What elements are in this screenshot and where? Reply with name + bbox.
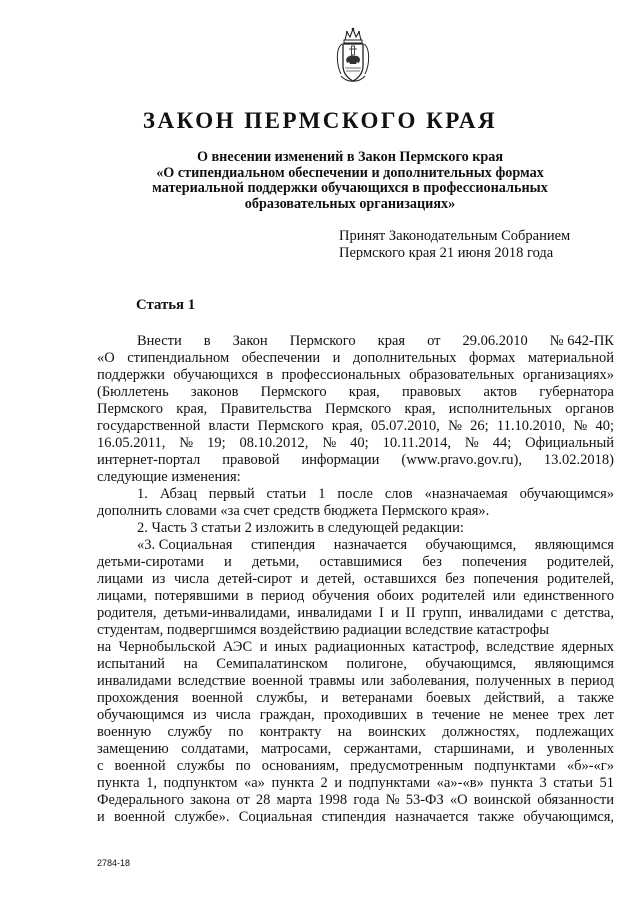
- text-line: [97, 486, 614, 503]
- text-fragment: законов: [190, 384, 239, 400]
- text-fragment: Пермского: [289, 333, 356, 349]
- text-fragment: попечения: [461, 554, 527, 570]
- text-line: [97, 418, 614, 435]
- text-fragment: военной: [191, 690, 243, 706]
- text-fragment: 13.02.2018): [543, 452, 614, 468]
- text-fragment: должностях,: [442, 724, 520, 740]
- text-fragment: стипендия: [250, 537, 316, 553]
- text-fragment: Семипалатинском: [216, 656, 328, 672]
- text-fragment: сержантами,: [343, 741, 422, 757]
- text-fragment: обучающимся,: [425, 656, 517, 672]
- text-fragment: государственной власти Пермского края, 05.07.2010, № 26; 11.10.2010, № 40;: [97, 418, 614, 434]
- subtitle-line: О внесении изменений в Закон Пермского края: [196, 149, 504, 165]
- text-fragment: (Бюллетень: [97, 384, 169, 400]
- text-line: [97, 350, 614, 367]
- text-line: [97, 775, 614, 792]
- text-line: [97, 792, 614, 809]
- text-line: [97, 588, 614, 605]
- law-title: ЗАКОН ПЕРМСКОГО КРАЯ: [142, 108, 498, 133]
- text-line: [97, 707, 614, 724]
- subtitle-line: образовательных организациях»: [244, 195, 456, 212]
- adoption-note: [339, 228, 570, 261]
- text-fragment: Федерального закона от 28 марта 1998 года № 53-ФЗ «О воинской обязанности: [97, 792, 614, 808]
- text-fragment: замещению: [97, 741, 169, 757]
- text-fragment: солдатами,: [181, 741, 249, 757]
- text-fragment: и военной службе». Социальная стипендия назначается также обучающимся,: [97, 809, 614, 825]
- text-fragment: на Чернобыльской АЭС и иных радиационных катастроф, вследствие ядерных: [97, 639, 614, 655]
- text-fragment: родителя, детьми-инвалидами, инвалидами I и II групп, инвалидами с детства,: [97, 605, 614, 621]
- text-fragment: Пермского: [260, 384, 327, 400]
- text-line: [97, 435, 614, 452]
- text-line: [97, 554, 614, 571]
- text-fragment: 2. Часть 3 статьи 2 изложить в следующей редакции:: [137, 520, 464, 536]
- text-fragment: поддержки обучающихся в профессиональных образовательных организациях»: [97, 367, 614, 383]
- text-fragment: детьми-сиротами: [97, 554, 204, 570]
- text-line: [97, 656, 614, 673]
- text-line: [97, 452, 614, 469]
- text-fragment: лицами из числа детей-сирот и детей, оставшихся без попечения родителей,: [97, 571, 614, 587]
- text-fragment: Внести: [137, 333, 182, 349]
- text-fragment: 29.06.2010: [462, 333, 528, 349]
- text-fragment: полигоне,: [346, 656, 407, 672]
- text-line: [97, 758, 614, 775]
- text-fragment: в: [203, 333, 211, 349]
- text-fragment: боевых: [425, 690, 472, 706]
- text-fragment: службы,: [256, 690, 308, 706]
- text-fragment: воинских: [368, 724, 427, 740]
- text-fragment: информации: [301, 452, 380, 468]
- text-fragment: от: [427, 333, 441, 349]
- text-fragment: контракту: [259, 724, 322, 740]
- text-fragment: а: [557, 690, 565, 706]
- text-fragment: студентам, подвергшимся воздействию радиации вследствие катастрофы: [97, 622, 550, 638]
- subtitle-line: материальной поддержки обучающихся в профессиональных: [152, 180, 548, 196]
- article-body: [97, 333, 614, 826]
- text-line: [97, 673, 614, 690]
- text-line: [97, 571, 614, 588]
- text-fragment: с военной службы по основаниям, предусмотренным подпунктами «б»-«г»: [97, 758, 614, 774]
- text-fragment: на: [337, 724, 352, 740]
- text-line: [97, 503, 614, 520]
- text-fragment: края,: [348, 384, 380, 400]
- text-line: [97, 639, 614, 656]
- text-fragment: правовых: [402, 384, 462, 400]
- adoption-line: Принят Законодательным Собранием: [339, 228, 571, 244]
- text-fragment: военную: [97, 724, 152, 740]
- text-fragment: являющимся: [534, 656, 614, 672]
- text-line: [97, 469, 614, 486]
- text-line: [97, 622, 614, 639]
- text-fragment: уволенных: [546, 741, 614, 757]
- text-fragment: 16.05.2011, № 19; 08.10.2012, № 40; 10.11.2014, № 44; Официальный: [97, 435, 614, 451]
- text-fragment: оставшимися: [319, 554, 403, 570]
- text-fragment: «3. Социальная: [137, 537, 233, 553]
- text-line: [97, 384, 614, 401]
- text-fragment: актов: [483, 384, 518, 400]
- text-fragment: № 642-ПК: [549, 333, 614, 349]
- text-fragment: детьми,: [251, 554, 300, 570]
- text-fragment: подлежащих: [535, 724, 614, 740]
- text-fragment: ветеранами: [341, 690, 413, 706]
- text-fragment: также: [577, 690, 614, 706]
- text-line: [97, 520, 614, 537]
- law-subtitle: [110, 150, 590, 212]
- text-fragment: испытаний: [97, 656, 165, 672]
- text-fragment: (www.pravo.gov.ru),: [401, 452, 522, 468]
- text-fragment: матросами,: [261, 741, 332, 757]
- text-fragment: лицами, потерявшими в период обучения обоих родителей или единственного: [97, 588, 614, 604]
- text-fragment: Закон: [232, 333, 268, 349]
- text-fragment: на: [183, 656, 198, 672]
- text-fragment: являющимся: [534, 537, 614, 553]
- text-fragment: 1. Абзац первый статьи 1 после слов «назначаемая обучающимся»: [137, 486, 614, 502]
- text-fragment: Пермского края, Правительства Пермского края, исполнительных органов: [97, 401, 614, 417]
- text-line: [97, 809, 614, 826]
- text-fragment: края: [377, 333, 406, 349]
- text-fragment: и: [224, 554, 232, 570]
- document-code: 2784-18: [97, 858, 131, 868]
- text-fragment: правовой: [222, 452, 280, 468]
- text-fragment: «О стипендиальном обеспечении и дополнительных формах материальной: [97, 350, 614, 366]
- text-fragment: интернет-портал: [97, 452, 201, 468]
- article-heading: Статья 1: [136, 297, 196, 313]
- text-fragment: старшинами,: [433, 741, 515, 757]
- text-line: [97, 333, 614, 350]
- text-fragment: следующие изменения:: [97, 469, 241, 485]
- text-line: [97, 367, 614, 384]
- text-line: [97, 724, 614, 741]
- text-fragment: действий,: [484, 690, 545, 706]
- text-fragment: по: [228, 724, 244, 740]
- text-line: [97, 605, 614, 622]
- text-line: [97, 741, 614, 758]
- text-line: [97, 690, 614, 707]
- adoption-line: Пермского края 21 июня 2018 года: [339, 244, 554, 261]
- text-fragment: пункта 1, подпунктом «а» пункта 2 и подпунктами «а»-«в» пункта 3 статьи 51: [97, 775, 614, 791]
- text-fragment: назначается: [333, 537, 408, 553]
- text-fragment: дополнить словами «за счет средств бюджета Пермского края».: [97, 503, 490, 519]
- text-fragment: губернатора: [539, 384, 614, 400]
- text-line: [97, 401, 614, 418]
- text-fragment: прохождения: [97, 690, 179, 706]
- text-fragment: обучающимся из числа граждан, проходивших в течение не менее трех лет: [97, 707, 614, 723]
- text-fragment: и: [320, 690, 329, 706]
- text-fragment: обучающимся,: [425, 537, 517, 553]
- text-fragment: без: [422, 554, 442, 570]
- perm-krai-coat-of-arms-icon: [333, 26, 373, 86]
- text-fragment: родителей,: [546, 554, 614, 570]
- text-fragment: службу: [167, 724, 213, 740]
- subtitle-line: «О стипендиальном обеспечении и дополнительных формах: [156, 164, 544, 181]
- text-fragment: и: [526, 741, 535, 757]
- text-fragment: инвалидами вследствие военной травмы или заболевания, полученных в период: [97, 673, 614, 689]
- text-line: [97, 537, 614, 554]
